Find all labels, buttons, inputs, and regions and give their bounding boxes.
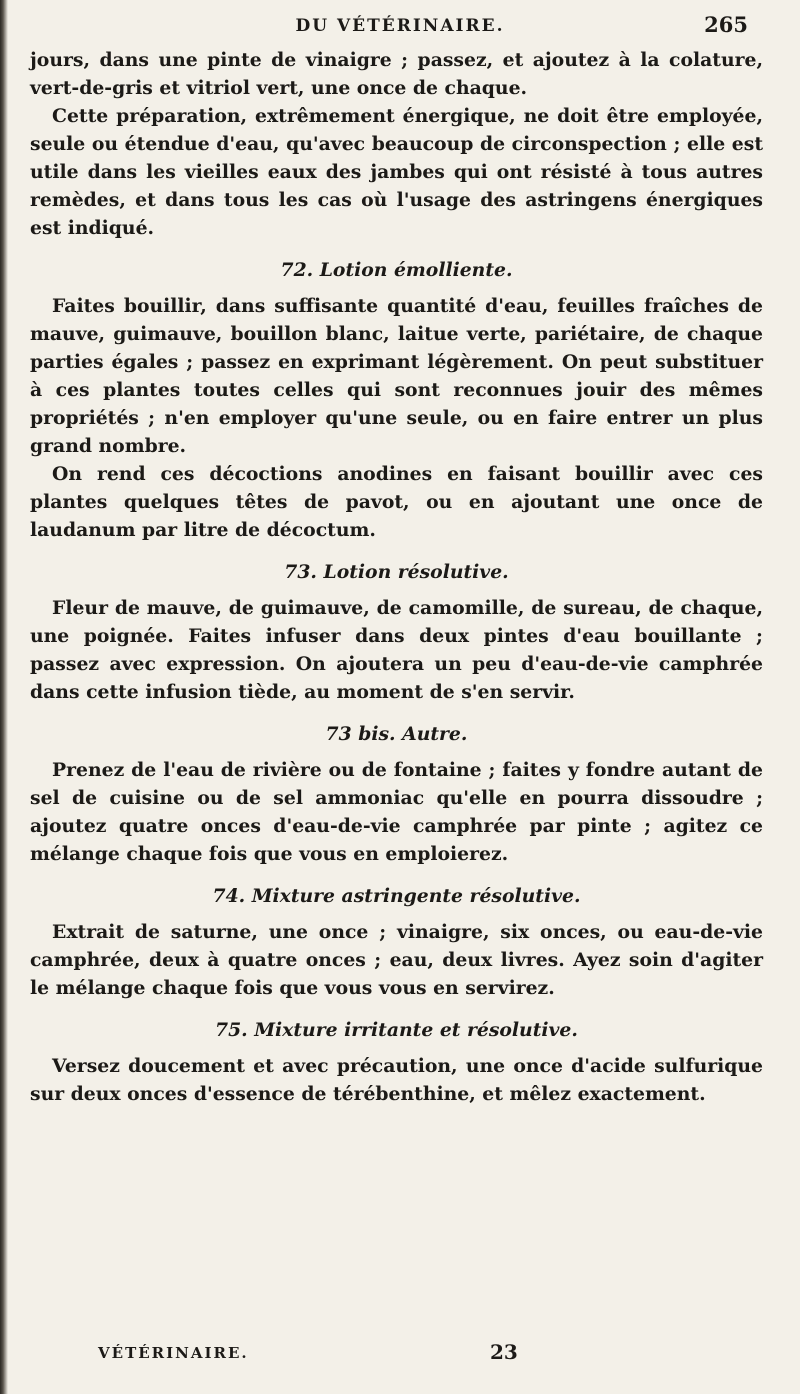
paragraph-75-recipe: Versez doucement et avec précaution, une once d'acide sulfurique sur deux onces d'essence de térébenthine, et mêlez exactement. [30,1055,763,1105]
paragraph-continuation: jours, dans une pinte de vinaigre ; passez, et ajoutez à la colature, vert-de-gris et vitriol vert, une once de chaque. [30,49,763,99]
page-footer [0,1340,800,1370]
paragraph-72-recipe: Faites bouillir, dans suffisante quantité d'eau, feuilles fraîches de mauve, guimauve, bouillon blanc, laitue verte, pariétaire, de chaque parties égales ; passez en exprimant légèrement. On peut substituer à ces plantes toutes celles qui sont reconnues jouir des mêmes propriétés ; n'en employer qu'une seule, ou en faire entrer un plus grand nombre. [30,295,763,457]
section-title-73-bis: 73 bis. Autre. [325,723,468,745]
section-title-72: 72. Lotion émolliente. [280,259,513,281]
paragraph-74-recipe: Extrait de saturne, une once ; vinaigre, six onces, ou eau-de-vie camphrée, deux à quatre onces ; eau, deux livres. Ayez soin d'agiter le mélange chaque fois que vous vous en servirez. [30,921,763,999]
running-title: DU VÉTÉRINAIRE. [295,16,505,36]
paragraph-73-recipe: Fleur de mauve, de guimauve, de camomille, de sureau, de chaque, une poignée. Faites infuser dans deux pintes d'eau bouillante ; passez avec expression. On ajoutera un peu d'eau-de-vie camphrée dans cette infusion tiède, au moment de s'en servir. [30,597,763,703]
running-header [0,12,800,42]
section-title-73: 73. Lotion résolutive. [284,561,509,583]
paragraph-73-bis-recipe: Prenez de l'eau de rivière ou de fontaine ; faites y fondre autant de sel de cuisine ou de sel ammoniac qu'elle en pourra dissoudre ; ajoutez quatre onces d'eau-de-vie camphrée par pinte ; agitez ce mélange chaque fois que vous en emploierez. [30,759,763,865]
page-gutter-shadow [0,0,8,1394]
paragraph-72-anodine: On rend ces décoctions anodines en faisant bouillir avec ces plantes quelques têtes de pavot, ou en ajoutant une once de laudanum par litre de décoctum. [30,463,763,541]
page-number: 265 [704,12,748,37]
paragraph-preparation-note: Cette préparation, extrêmement énergique, ne doit être employée, seule ou étendue d'eau, qu'avec beaucoup de circonspection ; elle est utile dans les vieilles eaux des jambes qui ont résisté à tous autres remèdes, et dans tous les cas où l'usage des astringens énergiques est indiqué. [30,105,763,239]
signature-number: 23 [490,1340,518,1364]
page-body [30,46,763,1108]
signature-mark: VÉTÉRINAIRE. [98,1344,249,1362]
section-title-74: 74. Mixture astringente résolutive. [212,885,581,907]
section-title-75: 75. Mixture irritante et résolutive. [215,1019,578,1041]
